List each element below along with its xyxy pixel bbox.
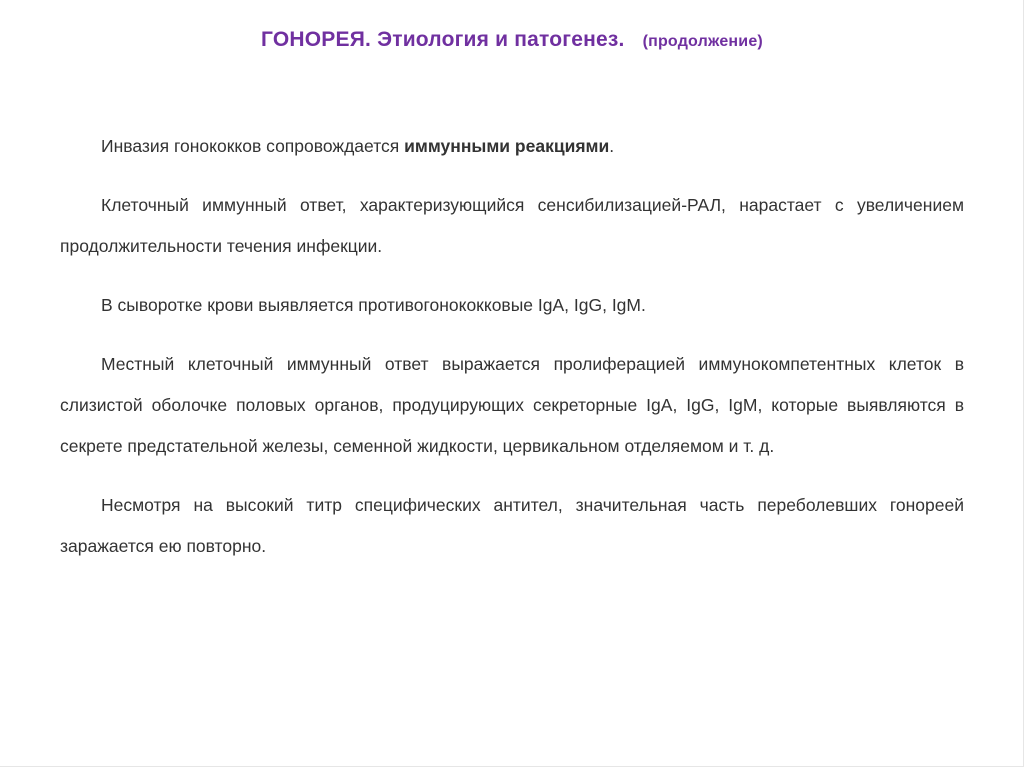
paragraph-serum-antibodies: В сыворотке крови выявляется противогонококковые IgA, IgG, IgM. — [101, 295, 646, 315]
paragraph-immune-reactions — [60, 126, 964, 167]
paragraph-reinfection: Несмотря на высокий титр специфических антител, значительная часть переболевших гонореей заражается ею повторно. — [60, 495, 964, 556]
title-text: ГОНОРЕЯ. Этиология и патогенез. — [261, 28, 625, 51]
slide-body — [60, 126, 964, 585]
paragraph-local-response: Местный клеточный иммунный ответ выражается пролиферацией иммунокомпетентных клеток в слизистой оболочке половых органов, продуцирующих секреторные IgA, IgG, IgM, которые выявляются в секрете предстательной железы, семенной жидкости, цервикальном отделяемом и т. д. — [60, 354, 964, 456]
p1-end: . — [609, 136, 615, 156]
p1-bold-text: иммунными реакциями — [404, 136, 610, 156]
paragraph-cellular-response: Клеточный иммунный ответ, характеризующийся сенсибилизацией-РАЛ, нарастает с увеличением продолжительности течения инфекции. — [60, 195, 964, 256]
title-subtitle: (продолжение) — [642, 33, 763, 50]
slide-title — [0, 28, 1024, 52]
p1-text: Инвазия гонококков сопровождается — [101, 136, 405, 156]
